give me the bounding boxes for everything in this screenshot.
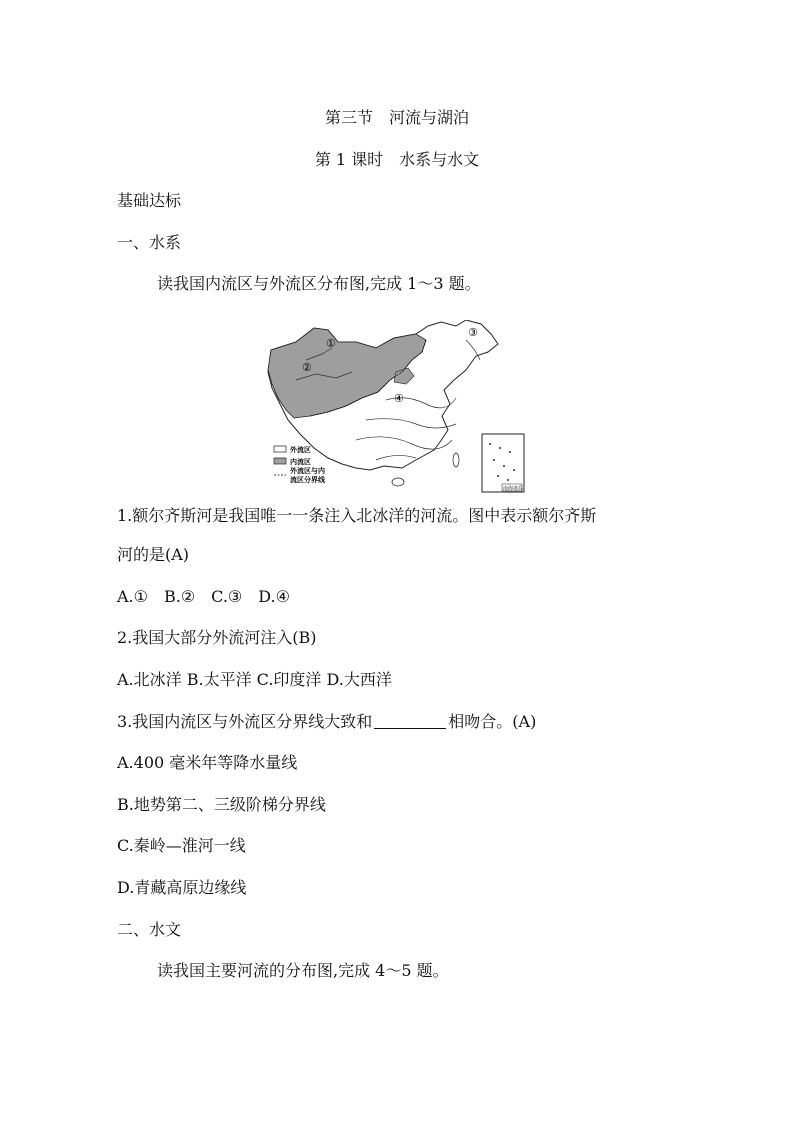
q3-option-b: B.地势第二、三级阶梯分界线 [117,795,326,814]
legend-boundary-2: 流区分界线 [290,476,325,484]
q3-stem-after: 相吻合。(A) [448,712,537,731]
section-title: 第三节 河流与湖泊 [324,108,469,127]
part1-heading: 一、水系 [117,233,182,252]
q1-stem-line2: 河的是(A) [117,545,190,564]
answer-blank [374,712,446,729]
legend-swatch-exterior [274,446,286,452]
part2-heading: 二、水文 [117,920,182,939]
marker-2: ② [302,361,312,374]
lesson-title: 第 1 课时 水系与水文 [314,150,480,169]
part1-intro: 读我国内流区与外流区分布图,完成 1～3 题。 [157,274,481,293]
category-label: 基础达标 [117,191,182,210]
legend-exterior: 外流区 [290,446,311,454]
q2-options: A.北冰洋 B.太平洋 C.印度洋 D.大西洋 [117,670,392,689]
inset-label: 南海诸岛 [503,486,524,492]
legend-boundary-1: 外流区与内 [290,467,325,475]
marker-1: ① [326,337,336,350]
q1-options: A.① B.② C.③ D.④ [117,587,290,606]
hainan-island [392,478,404,486]
q2-stem: 2.我国大部分外流河注入(B) [117,628,317,647]
inset-frame [482,434,524,492]
legend-swatch-interior [274,458,286,464]
legend-interior: 内流区 [290,458,311,466]
q3-option-c: C.秦岭—淮河一线 [117,836,246,855]
marker-3: ③ [468,326,478,339]
part2-intro: 读我国主要河流的分布图,完成 4～5 题。 [157,961,449,980]
marker-4: ④ [394,392,404,405]
q3-stem [117,712,536,732]
china-drainage-map [266,320,528,494]
q3-stem-before: 3.我国内流区与外流区分界线大致和 [117,712,373,731]
q1-stem-line1: 1.额尔齐斯河是我国唯一一条注入北冰洋的河流。图中表示额尔齐斯 [117,506,597,525]
q3-option-d: D.青藏高原边缘线 [117,878,247,897]
taiwan-island [453,453,459,467]
q3-option-a: A.400 毫米年等降水量线 [117,753,298,772]
